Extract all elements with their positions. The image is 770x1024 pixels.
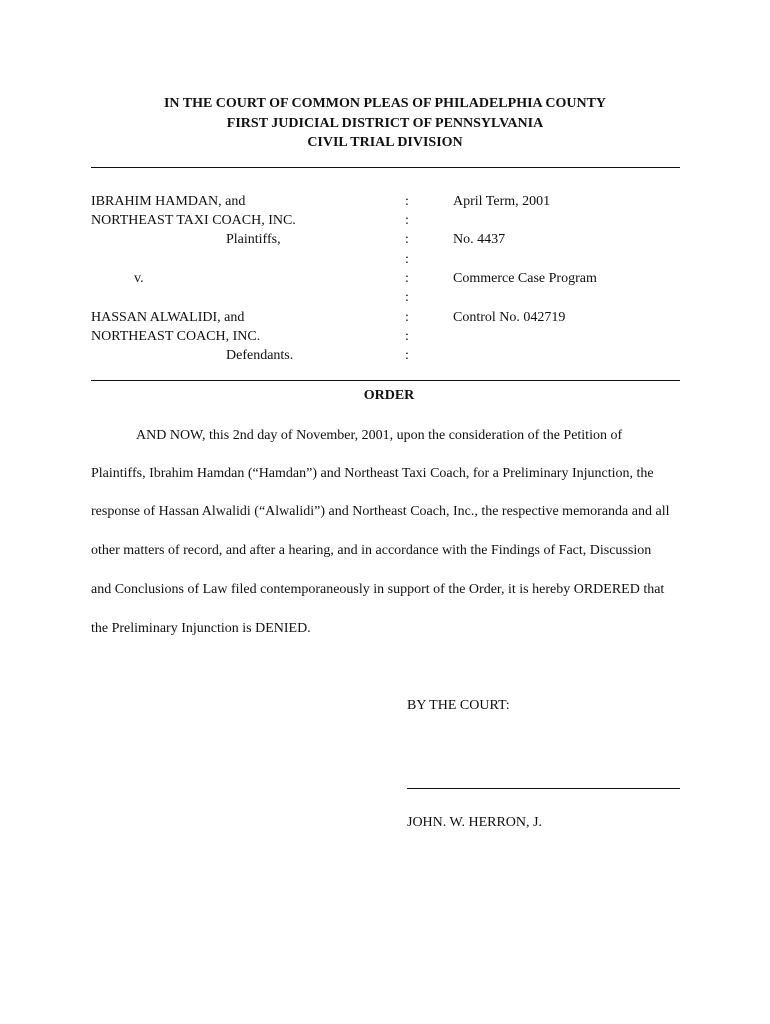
- defendant-name-2: NORTHEAST COACH, INC.: [91, 329, 261, 344]
- signature-line: [407, 788, 680, 789]
- district-title: FIRST JUDICIAL DISTRICT OF PENNSYLVANIA: [226, 116, 544, 131]
- case-control-number: Control No. 042719: [453, 310, 566, 325]
- order-line: the Preliminary Injunction is DENIED.: [91, 621, 311, 636]
- order-line: Plaintiffs, Ibrahim Hamdan (“Hamdan”) and Northeast Taxi Coach, for a Preliminary Injunction, the: [91, 466, 654, 481]
- caption-colon: :: [405, 329, 409, 344]
- case-program: Commerce Case Program: [453, 271, 597, 286]
- plaintiffs-label: Plaintiffs,: [226, 232, 281, 247]
- caption-colon: :: [405, 252, 409, 267]
- case-term: April Term, 2001: [453, 194, 551, 209]
- caption-colon: :: [405, 271, 409, 286]
- caption-colon: :: [405, 213, 409, 228]
- order-line: response of Hassan Alwalidi (“Alwalidi”) and Northeast Coach, Inc., the respective memoranda and all: [91, 504, 670, 519]
- defendants-label: Defendants.: [226, 348, 294, 363]
- caption-bottom-rule: [91, 380, 680, 381]
- plaintiff-name-2: NORTHEAST TAXI COACH, INC.: [91, 213, 296, 228]
- caption-colon: :: [405, 232, 409, 247]
- order-line: other matters of record, and after a hearing, and in accordance with the Findings of Fact, Discussion: [91, 543, 652, 558]
- caption-colon: :: [405, 348, 409, 363]
- order-line: AND NOW, this 2nd day of November, 2001, upon the consideration of the Petition of: [136, 428, 623, 443]
- caption-colon: :: [405, 290, 409, 305]
- caption-colon: :: [405, 194, 409, 209]
- order-title: ORDER: [363, 388, 415, 403]
- defendant-name-1: HASSAN ALWALIDI, and: [91, 310, 245, 325]
- order-line: and Conclusions of Law filed contemporaneously in support of the Order, it is hereby ORDERED that: [91, 582, 665, 597]
- judge-name: JOHN. W. HERRON, J.: [407, 815, 542, 830]
- versus-label: v.: [134, 271, 144, 286]
- division-title: CIVIL TRIAL DIVISION: [307, 135, 463, 150]
- caption-top-rule: [91, 167, 680, 168]
- plaintiff-name-1: IBRAHIM HAMDAN, and: [91, 194, 246, 209]
- by-the-court-label: BY THE COURT:: [407, 698, 510, 713]
- court-title: IN THE COURT OF COMMON PLEAS OF PHILADELPHIA COUNTY: [163, 96, 607, 111]
- case-number: No. 4437: [453, 232, 506, 247]
- caption-colon: :: [405, 310, 409, 325]
